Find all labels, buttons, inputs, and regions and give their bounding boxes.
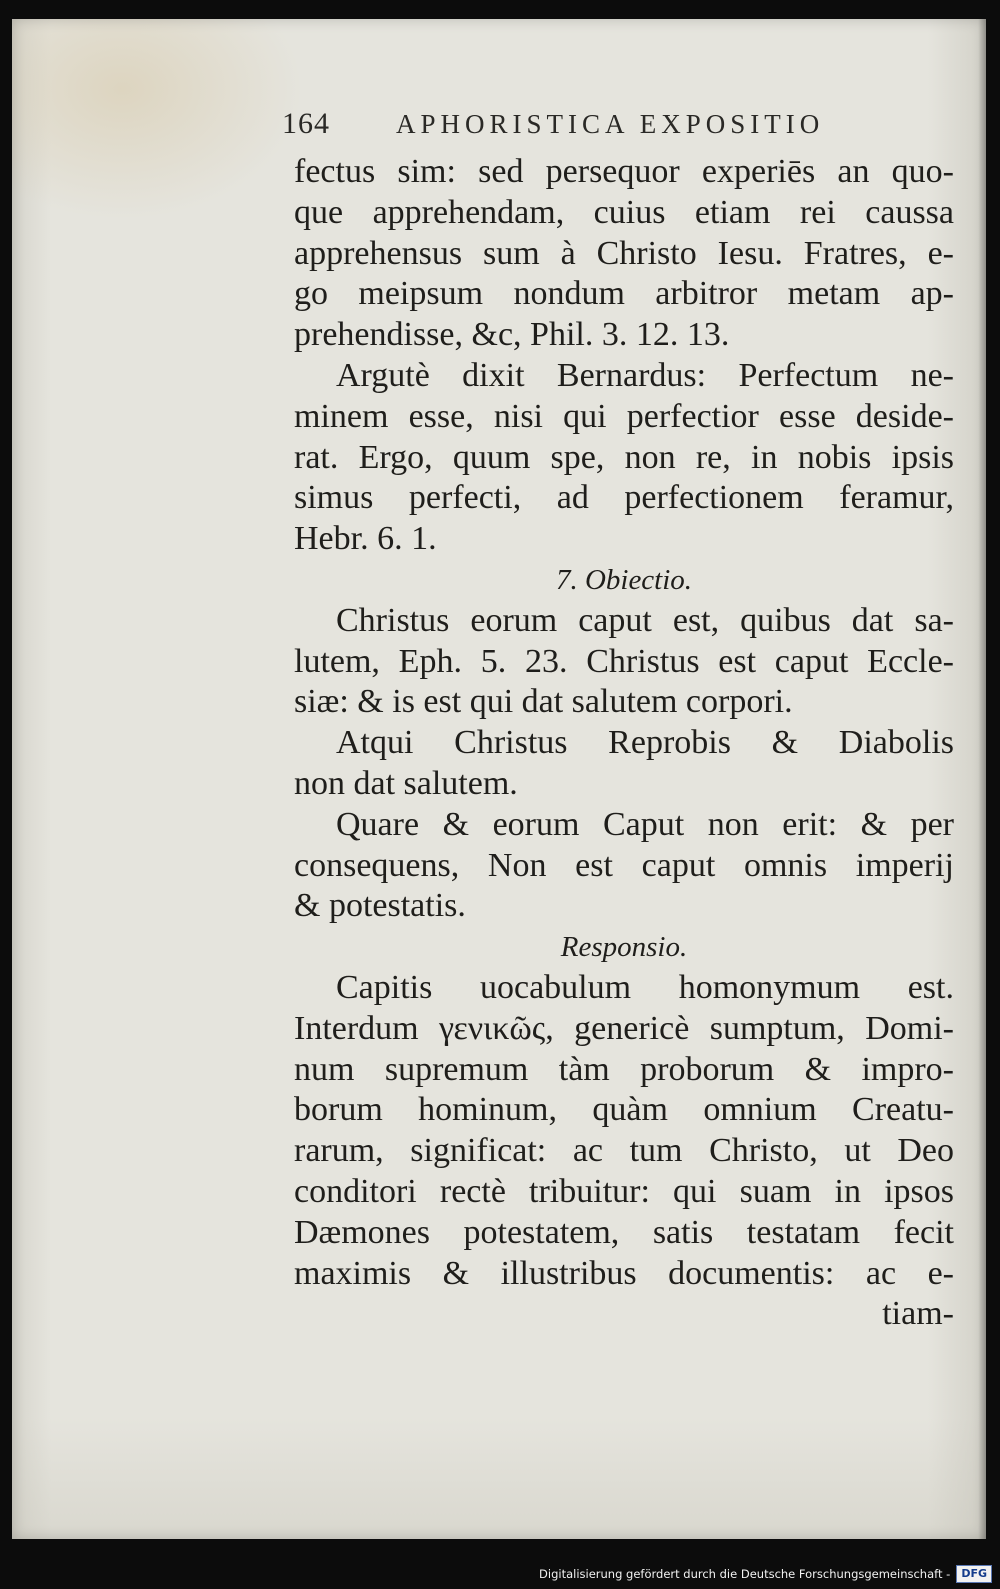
page-number: 164: [282, 107, 330, 140]
text-line: apprehensus sum à Christo Iesu. Fratres, e-: [294, 234, 954, 272]
text-line: Atqui Christus Reprobis & Diabolis: [336, 724, 954, 762]
text-line: Interdum γενικῶς, genericè sumptum, Domi-: [294, 1009, 954, 1047]
page-text: [294, 152, 954, 1335]
text-line: rat. Ergo, quum spe, non re, in nobis ipsis: [294, 438, 954, 476]
section-heading: Responsio.: [560, 931, 688, 964]
book-page: [12, 19, 986, 1539]
text-line: lutem, Eph. 5. 23. Christus est caput Eccle-: [294, 642, 954, 680]
text-line: borum hominum, quàm omnium Creatu-: [294, 1091, 954, 1129]
digitization-credit: [539, 1563, 992, 1585]
text-line: Argutè dixit Bernardus: Perfectum ne-: [336, 356, 954, 394]
text-line: que apprehendam, cuius etiam rei caussa: [294, 193, 954, 231]
page-header: [282, 107, 862, 153]
text-line: conditori rectè tribuitur: qui suam in ipsos: [294, 1172, 954, 1210]
text-line: minem esse, nisi qui perfectior esse deside-: [294, 397, 954, 435]
credit-text: Digitalisierung gefördert durch die Deutsche Forschungsgemeinschaft -: [539, 1567, 951, 1581]
text-line: Dæmones potestatem, satis testatam fecit: [294, 1213, 954, 1251]
text-line: rarum, significat: ac tum Christo, ut Deo: [294, 1132, 954, 1170]
text-line: non dat salutem.: [294, 764, 518, 802]
running-title: APHORISTICA EXPOSITIO: [396, 109, 825, 139]
text-line: & potestatis.: [294, 887, 466, 925]
dfg-logo: DFG: [956, 1565, 992, 1583]
text-line: Hebr. 6. 1.: [294, 520, 437, 558]
text-line: num supremum tàm proborum & impro-: [294, 1050, 954, 1088]
text-line: Capitis uocabulum homonymum est.: [336, 968, 954, 1006]
text-line: go meipsum nondum arbitror metam ap-: [294, 275, 954, 313]
text-line: siæ: & is est qui dat salutem corpori.: [294, 683, 793, 721]
text-line: maximis & illustribus documentis: ac e-: [294, 1254, 954, 1292]
section-heading: 7. Obiectio.: [555, 563, 693, 596]
catchword: tiam-: [882, 1295, 954, 1333]
text-line: consequens, Non est caput omnis imperij: [294, 846, 954, 884]
text-line: simus perfecti, ad perfectionem feramur,: [294, 479, 954, 517]
text-line: Christus eorum caput est, quibus dat sa-: [336, 601, 954, 639]
text-line: prehendisse, &c, Phil. 3. 12. 13.: [294, 316, 730, 354]
page-fold-edge: [978, 19, 986, 1539]
text-line: Quare & eorum Caput non erit: & per: [336, 805, 954, 843]
text-line: fectus sim: sed persequor experiēs an quo-: [294, 153, 954, 190]
